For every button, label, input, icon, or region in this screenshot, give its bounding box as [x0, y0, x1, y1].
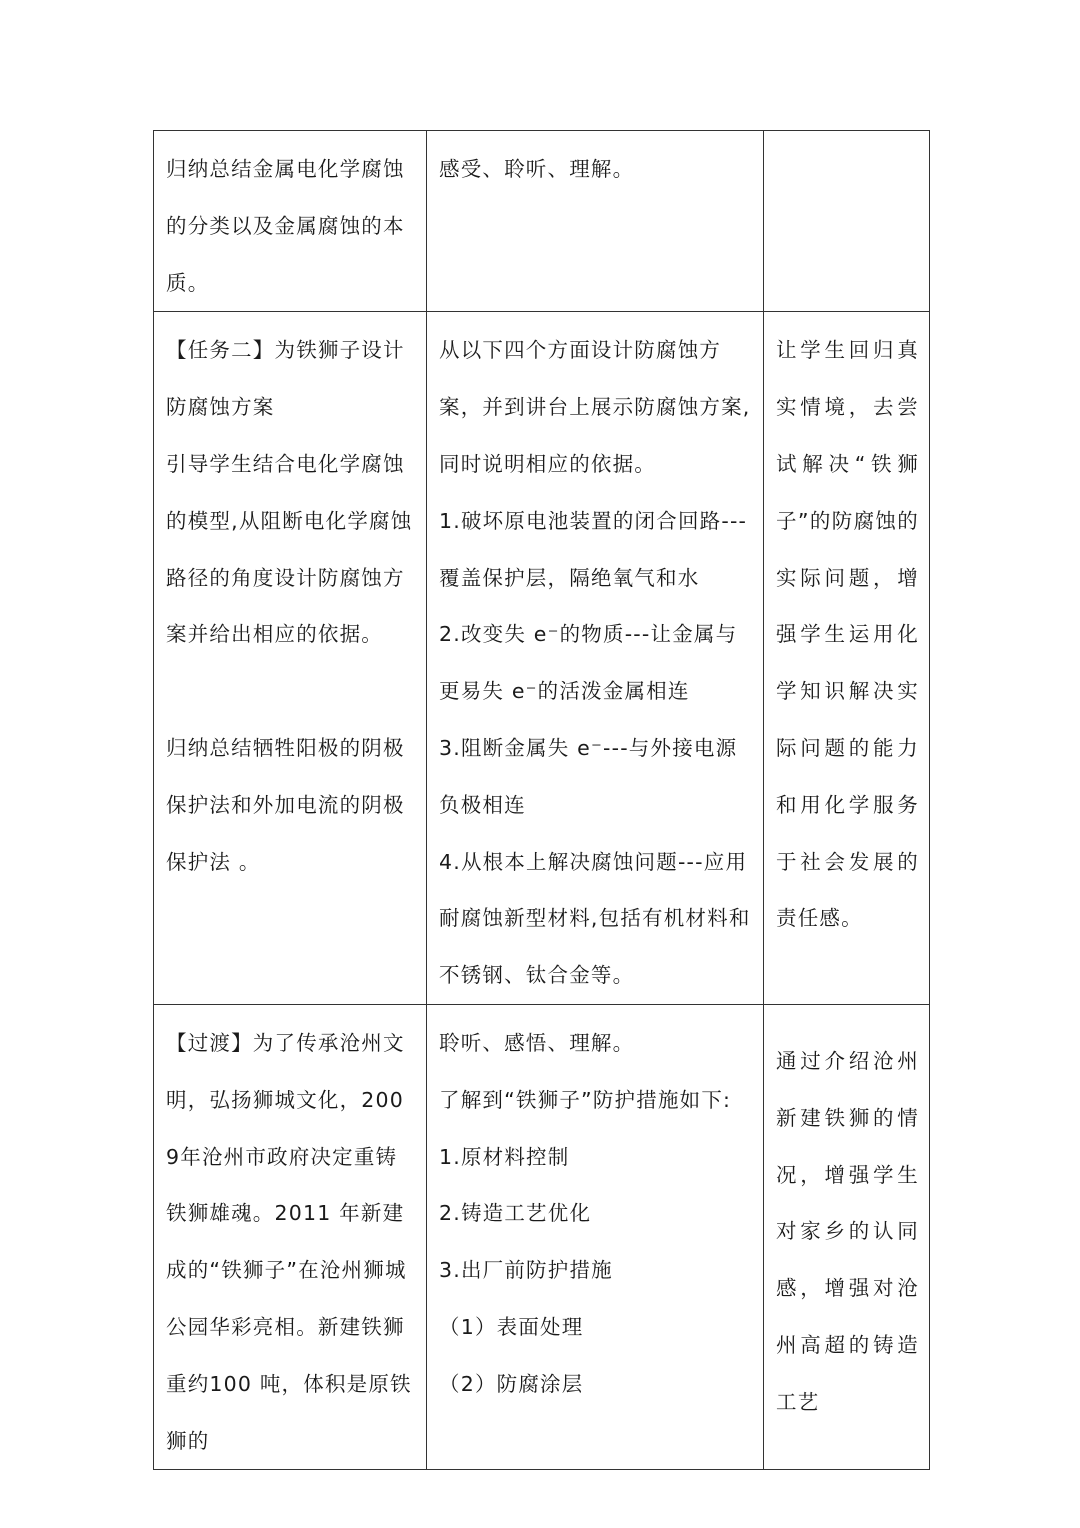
table-row	[154, 131, 930, 312]
student-activity-cell	[427, 1004, 764, 1469]
cell-paragraph: 聆听、感悟、理解。	[439, 1030, 635, 1055]
list-item: 4.从根本上解决腐蚀问题---应用耐腐蚀新型材料,包括有机材料和不锈钢、钛合金等。	[439, 849, 751, 988]
cell-paragraph: 了解到“铁狮子”防护措施如下:	[439, 1087, 732, 1112]
table-row	[154, 1004, 930, 1469]
list-item: 2.改变失 e⁻的物质---让金属与更易失 e⁻的活泼金属相连	[439, 622, 738, 704]
cell-paragraph: 感受、聆听、理解。	[439, 157, 635, 181]
student-activity-cell	[427, 131, 764, 312]
paragraph-gap	[166, 663, 416, 720]
student-activity-cell	[427, 312, 764, 1005]
table-row	[154, 312, 930, 1005]
lesson-plan-table	[153, 130, 930, 1470]
list-item: （2）防腐涂层	[439, 1371, 584, 1396]
teacher-activity-cell	[154, 131, 427, 312]
design-intent-cell	[764, 1004, 930, 1469]
cell-paragraph: 从以下四个方面设计防腐蚀方案，并到讲台上展示防腐蚀方案,同时说明相应的依据。	[439, 338, 751, 476]
list-item: 2.铸造工艺优化	[439, 1201, 592, 1226]
cell-paragraph: 归纳总结牺牲阳极的阴极保护法和外加电流的阴极保护法 。	[166, 735, 405, 874]
design-intent-cell	[764, 312, 930, 1005]
cell-paragraph: 引导学生结合电化学腐蚀的模型,从阻断电化学腐蚀路径的角度设计防腐蚀方案并给出相应的依据。	[166, 451, 413, 647]
list-item: 1.破坏原电池装置的闭合回路---覆盖保护层，隔绝氧气和水	[439, 508, 748, 590]
list-item: （1）表面处理	[439, 1314, 584, 1339]
task-title: 【任务二】为铁狮子设计防腐蚀方案	[166, 338, 405, 420]
teacher-activity-cell	[154, 1004, 427, 1469]
cell-paragraph: 让学生回归真实情境，去尝试解决“铁狮子”的防腐蚀的实际问题，增强学生运用化学知识解决实际问题的能力和用化学服务于社会发展的责任感。	[776, 338, 919, 931]
design-intent-cell	[764, 131, 930, 312]
cell-paragraph: 归纳总结金属电化学腐蚀的分类以及金属腐蚀的本质。	[166, 157, 405, 295]
list-item: 3.出厂前防护措施	[439, 1258, 613, 1283]
cell-paragraph: 通过介绍沧州新建铁狮的情况，增强学生对家乡的认同感，增强对沧州高超的铸造工艺	[776, 1048, 919, 1414]
list-item: 3.阻断金属失 e⁻---与外接电源负极相连	[439, 735, 738, 817]
list-item: 1.原材料控制	[439, 1144, 570, 1169]
teacher-activity-cell	[154, 312, 427, 1005]
cell-paragraph: 【过渡】为了传承沧州文明，弘扬狮城文化，2009年沧州市政府决定重铸铁狮雄魂。2011 年新建成的“铁狮子”在沧州狮城公园华彩亮相。新建铁狮重约100 吨，体积是原铁狮的	[166, 1030, 412, 1453]
